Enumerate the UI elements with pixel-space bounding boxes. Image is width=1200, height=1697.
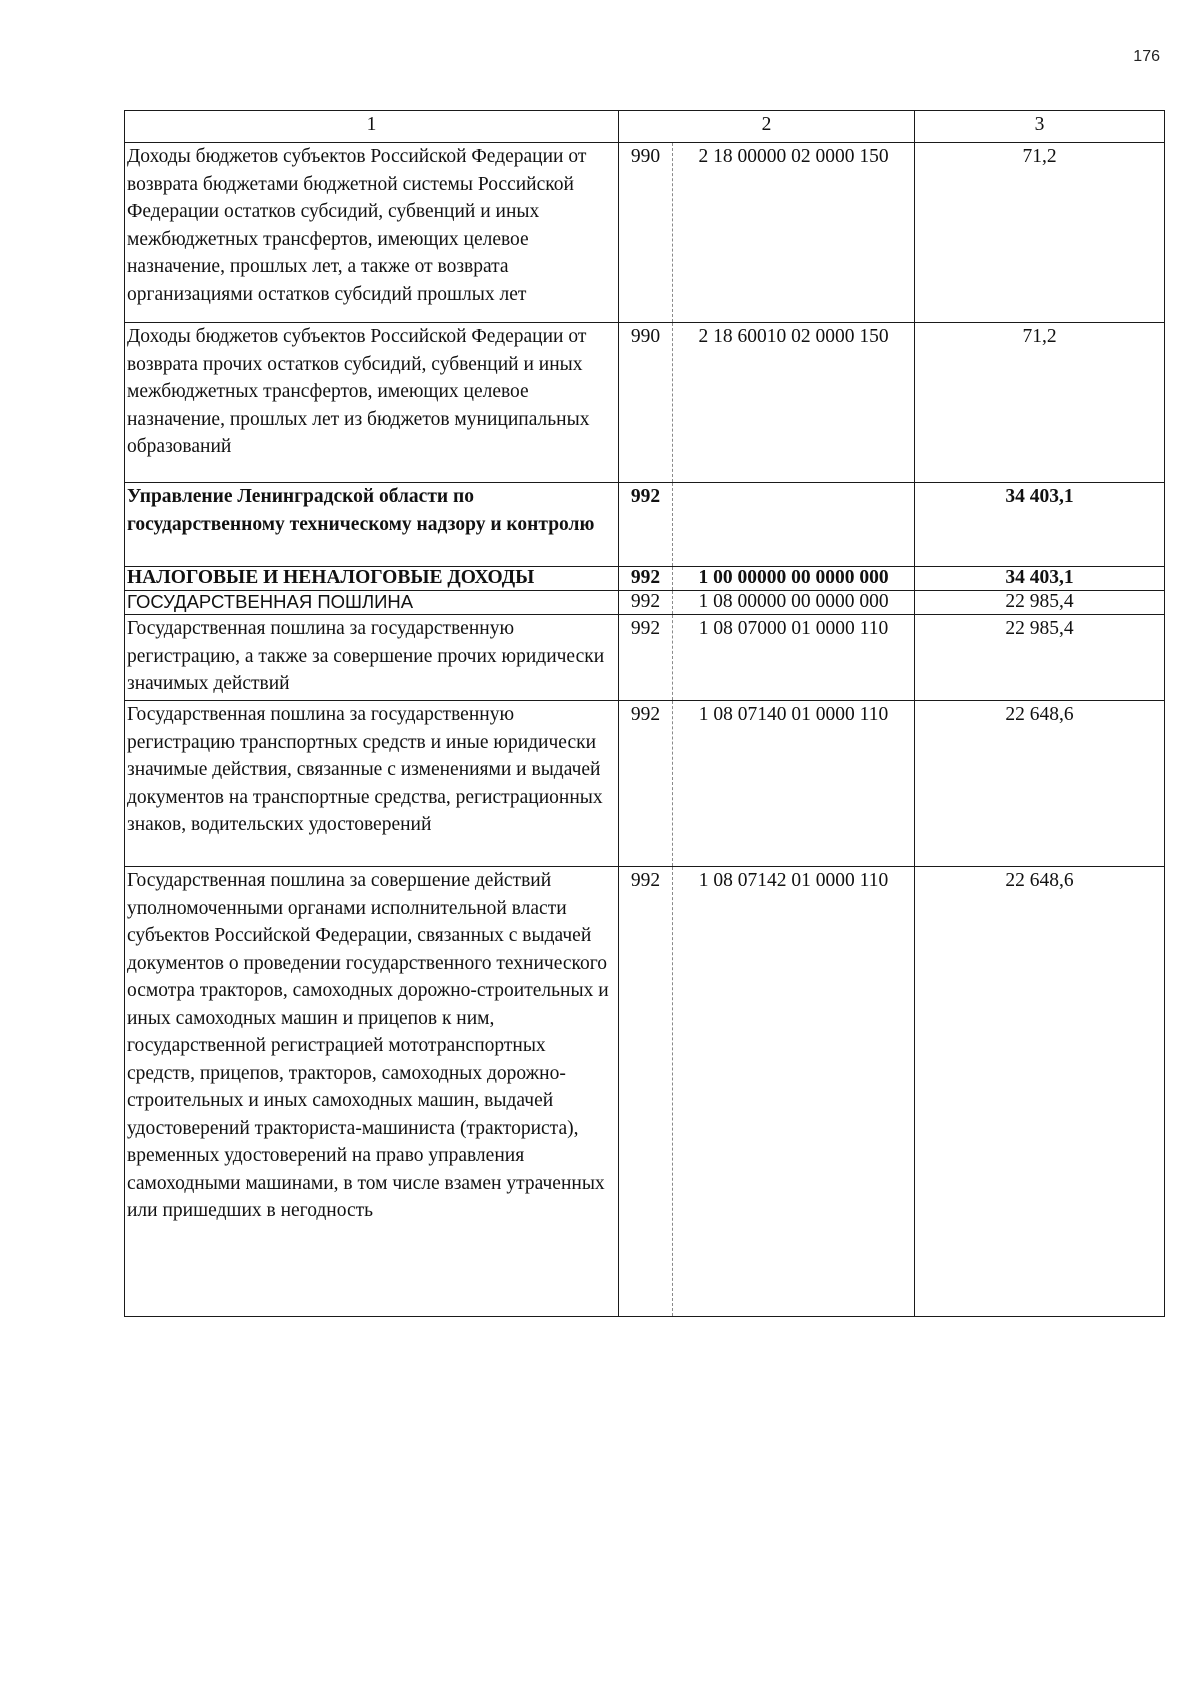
row-admin-code: 992 [619,701,673,867]
row-admin-code: 990 [619,323,673,483]
row-description: Управление Ленинградской области по государственному техническому надзору и контролю [125,483,619,567]
table-row-section [125,567,1165,591]
row-budget-code: 1 08 07140 01 0000 110 [673,701,915,867]
row-budget-code: 1 08 07000 01 0000 110 [673,615,915,701]
row-budget-code [673,483,915,567]
row-budget-code: 1 08 07142 01 0000 110 [673,867,915,1317]
row-admin-code: 992 [619,567,673,591]
table-row-subsection [125,591,1165,615]
row-amount: 22 648,6 [915,701,1165,867]
row-amount: 22 985,4 [915,615,1165,701]
row-description: Доходы бюджетов субъектов Российской Федерации от возврата бюджетами бюджетной системы Российской Федерации остатков субсидий, субвенций и иных межбюджетных трансфертов, имеющих целевое назначение, прошлых лет, а также от возврата организациями остатков субсидий прошлых лет [125,143,619,323]
row-amount: 22 985,4 [915,591,1165,615]
row-budget-code: 2 18 00000 02 0000 150 [673,143,915,323]
table-row-department [125,483,1165,567]
table-row [125,701,1165,867]
column-header-1: 1 [125,111,619,143]
row-admin-code: 992 [619,483,673,567]
row-amount: 22 648,6 [915,867,1165,1317]
budget-revenue-table [124,110,1165,1317]
row-admin-code: 992 [619,591,673,615]
row-description: Доходы бюджетов субъектов Российской Федерации от возврата прочих остатков субсидий, субвенций и иных межбюджетных трансфертов, имеющих целевое назначение, прошлых лет из бюджетов муниципальных образований [125,323,619,483]
row-admin-code: 990 [619,143,673,323]
row-budget-code: 1 00 00000 00 0000 000 [673,567,915,591]
row-description: Государственная пошлина за совершение действий уполномоченными органами исполнительной власти субъектов Российской Федерации, связанных с выдачей документов о проведении государственного технического осмотра тракторов, самоходных дорожно-строительных и иных самоходных машин и прицепов к ним, государственной регистрацией мототранспортных средств, прицепов, тракторов, самоходных дорожно-строительных и иных самоходных машин, выдачей удостоверений тракториста-машиниста (тракториста), временных удостоверений на право управления самоходными машинами, в том числе взамен утраченных или пришедших в негодность [125,867,619,1317]
table-row [125,615,1165,701]
row-admin-code: 992 [619,615,673,701]
row-description-text: ГОСУДАРСТВЕННАЯ ПОШЛИНА [127,591,414,612]
row-description: НАЛОГОВЫЕ И НЕНАЛОГОВЫЕ ДОХОДЫ [125,567,619,591]
table-row [125,143,1165,323]
row-amount: 71,2 [915,323,1165,483]
table-header-row [125,111,1165,143]
row-budget-code: 1 08 00000 00 0000 000 [673,591,915,615]
row-admin-code: 992 [619,867,673,1317]
table-row [125,867,1165,1317]
column-header-3: 3 [915,111,1165,143]
row-description: Государственная пошлина за государственную регистрацию, а также за совершение прочих юридически значимых действий [125,615,619,701]
row-description [125,591,619,615]
row-amount: 34 403,1 [915,483,1165,567]
page-number: 176 [1133,48,1160,65]
row-budget-code: 2 18 60010 02 0000 150 [673,323,915,483]
row-description: Государственная пошлина за государственную регистрацию транспортных средств и иные юридически значимые действия, связанные с изменениями и выдачей документов на транспортные средства, регистрационных знаков, водительских удостоверений [125,701,619,867]
table-row [125,323,1165,483]
row-amount: 34 403,1 [915,567,1165,591]
column-header-2: 2 [619,111,915,143]
row-amount: 71,2 [915,143,1165,323]
